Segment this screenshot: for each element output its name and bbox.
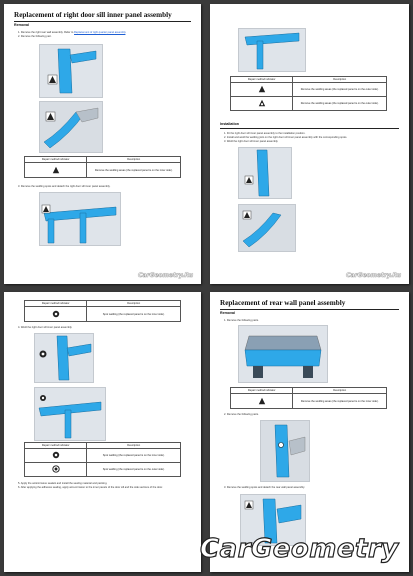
figure-4-drawing <box>239 29 305 71</box>
document-page-4 <box>210 292 409 572</box>
step-6: 6. After applying the adhesive sealing, apply anti-corrosion to the inner panels of the door sill and the side sections of the door. <box>18 486 163 489</box>
table-header: Description <box>87 443 181 449</box>
warning-triangle-dot-icon <box>258 99 266 107</box>
figure-2 <box>39 101 103 153</box>
description-cell: Remove the welding areas (the replaced panel is on the inner side). <box>87 163 181 178</box>
step-3: 3. Weld the right door sill inner panel assembly. <box>224 140 279 143</box>
warning-triangle-icon <box>258 397 266 405</box>
step-1: 1. Remove the following parts. <box>224 319 259 322</box>
title-rule <box>14 21 191 22</box>
table-header: Repair method indicator <box>25 301 87 307</box>
link-quarter-panel[interactable]: Replacement of right quarter panel assembly <box>74 31 126 34</box>
step-1: 1. Remove the right rear wall assembly. Refer to Replacement of right quarter panel assembly. <box>18 31 127 34</box>
spot-weld-icon <box>52 451 60 459</box>
section-heading-installation: Installation <box>220 122 239 126</box>
indicator-cell <box>231 97 293 111</box>
description-cell: Spot welding (the replaced panel is on the outer side). <box>87 463 181 477</box>
spot-weld-icon <box>52 310 60 318</box>
description-cell: Remove the welding areas (the replaced panel is on the inner side). <box>293 394 387 409</box>
figure-7-drawing <box>35 334 93 382</box>
table-header: Repair method indicator <box>231 77 293 83</box>
step-3: 3. Remove the welding spots and detach the right door sill inner panel assembly. <box>18 185 111 188</box>
table-header: Description <box>87 157 181 163</box>
table-header: Description <box>293 77 387 83</box>
step-2: 2. Install and weld the welding joint on the right door sill inner panel assembly with the corresponding spots. <box>224 136 348 139</box>
figure-6-drawing <box>239 205 295 251</box>
page-title: Replacement of right door sill inner panel assembly <box>14 11 172 19</box>
indicator-cell <box>25 449 87 463</box>
table-header: Repair method indicator <box>231 388 293 394</box>
figure-9-drawing <box>239 326 327 382</box>
step-4: 4. Weld the right door sill inner panel assembly. <box>18 326 73 329</box>
figure-3 <box>39 192 121 246</box>
step-3: 3. Remove the welding spots and detach the rear wall panel assembly. <box>224 486 305 489</box>
table-header: Repair method indicator <box>25 157 87 163</box>
section-heading-removal: Removal <box>14 23 29 27</box>
step-5: 5. Apply the anticorrosive sealant and install the sealing material and painting. <box>18 482 108 485</box>
section-rule <box>220 128 399 129</box>
figure-10-drawing <box>261 421 309 481</box>
warning-triangle-icon <box>52 166 60 174</box>
footer-logo: CarGeometry.Ru <box>138 272 193 279</box>
repair-indicator-table <box>230 387 387 409</box>
description-cell: Spot welding (the replaced panel is on the inner side). <box>87 307 181 322</box>
indicator-cell <box>25 307 87 322</box>
document-page-2 <box>210 4 409 284</box>
table-header: Description <box>293 388 387 394</box>
description-cell: Remove the welding areas (the replaced panel is on the outer side). <box>293 97 387 111</box>
step-2: 2. Remove the following part. <box>18 35 52 38</box>
title-rule <box>220 309 399 310</box>
document-page-3 <box>4 292 201 572</box>
step-1: 1. Fit the right door sill inner panel assembly to the installation position. <box>224 132 306 135</box>
table-header: Description <box>87 301 181 307</box>
description-cell: Spot welding (the replaced panel is on the inner side). <box>87 449 181 463</box>
figure-1 <box>39 44 103 98</box>
warning-triangle-icon <box>258 85 266 93</box>
spot-weld-outer-icon <box>52 465 60 473</box>
figure-7 <box>34 333 94 383</box>
figure-9 <box>238 325 328 383</box>
repair-indicator-table-2 <box>24 442 181 477</box>
figure-2-drawing <box>40 102 102 152</box>
description-cell: Remove the welding areas (the replaced panel is on the outer side). <box>293 83 387 97</box>
figure-4 <box>238 28 306 72</box>
repair-indicator-table <box>24 156 181 178</box>
footer-logo: CarGeometry.Ru <box>346 272 401 279</box>
indicator-cell <box>231 83 293 97</box>
figure-8-drawing <box>35 388 105 440</box>
figure-5-drawing <box>239 148 291 198</box>
repair-indicator-table <box>230 76 387 111</box>
figure-1-drawing <box>40 45 102 97</box>
figure-3-drawing <box>40 193 120 245</box>
page-title: Replacement of rear wall panel assembly <box>220 299 346 307</box>
figure-6 <box>238 204 296 252</box>
indicator-cell <box>25 163 87 178</box>
section-heading-removal: Removal <box>220 311 235 315</box>
indicator-cell <box>231 394 293 409</box>
indicator-cell <box>25 463 87 477</box>
figure-8 <box>34 387 106 441</box>
figure-5 <box>238 147 292 199</box>
figure-10 <box>260 420 310 482</box>
repair-indicator-table <box>24 300 181 322</box>
document-page-1 <box>4 4 201 284</box>
step-2: 2. Remove the following parts. <box>224 413 259 416</box>
watermark-logo: CarGeometry <box>200 534 399 564</box>
table-header: Repair method indicator <box>25 443 87 449</box>
